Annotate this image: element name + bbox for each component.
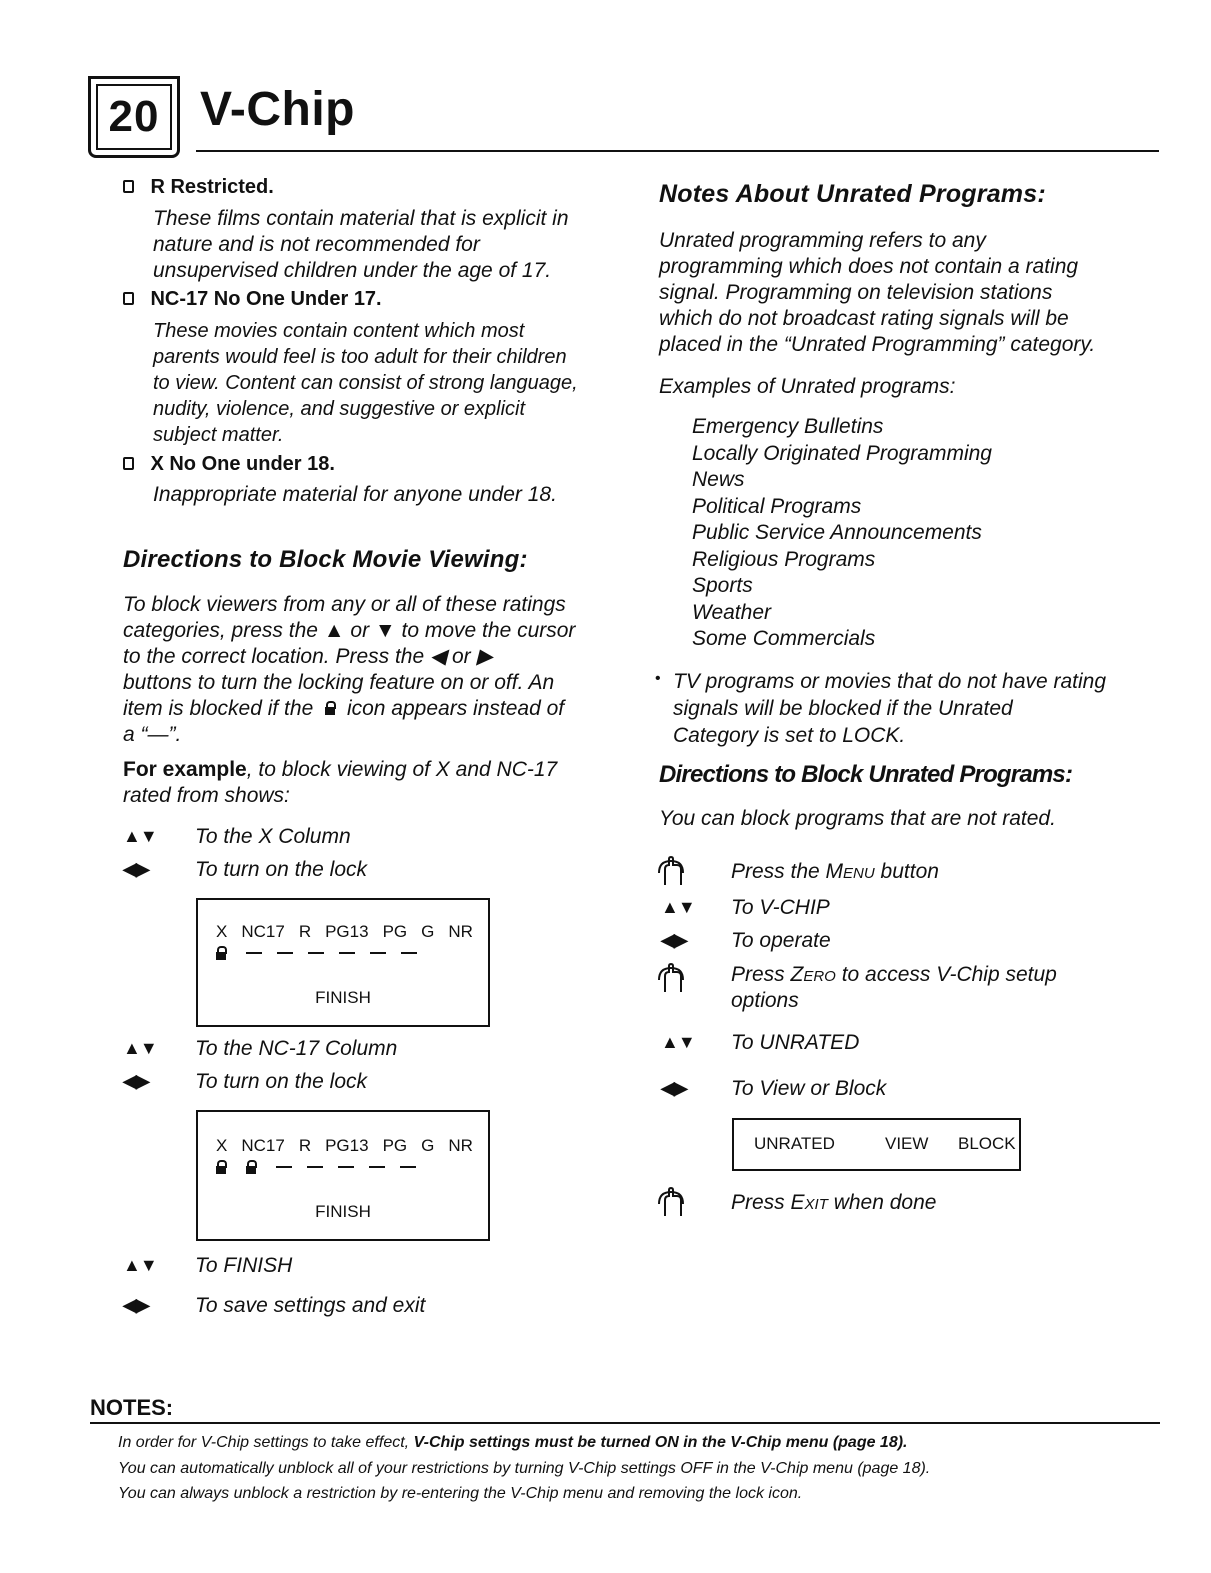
dash-icon [401,952,417,954]
title-rule [196,150,1159,152]
osd-rating: R [298,1136,312,1155]
text-line: categories, press the ▲ or ▼ to move the cursor [123,619,576,642]
osd-rating: G [421,1136,435,1155]
list-item: Locally Originated Programming [692,441,992,465]
notes-label: NOTES: [90,1395,174,1420]
text-fragment: to access V-Chip setup [835,963,1057,986]
lock-icon [246,1160,256,1174]
page-number: 20 [96,84,172,150]
text-line: Category is set to LOCK. [673,724,906,747]
osd-rating: G [421,922,435,941]
rating-description [153,482,557,508]
dash-icon [370,952,386,954]
rating-r [123,176,274,199]
step-text: To V-CHIP [731,896,830,919]
step-row [123,1294,426,1317]
text-fragment: Press [731,1191,791,1214]
page-number-box [88,76,180,158]
remote-hand-icon [657,962,685,994]
osd-screen-x-locked [196,898,490,1027]
text-line: nudity, violence, and suggestive or explicit [153,398,526,420]
osd-rating: PG [382,1136,408,1155]
dash-icon [308,952,324,954]
checkbox-bullet-icon [123,292,134,305]
osd-rating: X [216,1136,228,1155]
step-row [123,1254,293,1277]
rating-heading: NC-17 No One Under 17. [150,288,382,310]
button-name: Zero [790,963,836,986]
list-item: Weather [692,600,771,624]
checkbox-bullet-icon [123,457,134,470]
step-row [661,896,830,919]
step-row [657,855,939,892]
dash-icon [277,952,293,954]
list-item: Emergency Bulletins [692,415,884,438]
list-item: Religious Programs [692,547,876,571]
step-text: To the X Column [195,825,351,848]
osd-rating: PG13 [325,1136,369,1155]
osd-rating: NR [448,1136,473,1155]
step-row [661,929,831,952]
osd-rating-row [216,922,487,942]
dash-icon [307,1166,323,1168]
text-line: to view. Content can consist of strong language, [153,372,578,394]
example-text: , to block viewing of X and NC-17 [246,758,558,781]
remote-hand-icon [657,855,685,887]
step-row [123,1070,367,1093]
example-paragraph [123,757,557,809]
osd-rating: NC17 [241,1136,285,1155]
text-line: unsupervised children under the age of 17. [153,259,552,282]
list-item: News [692,468,745,491]
step-row [123,825,351,848]
button-name: Menu [825,860,875,883]
osd-lock-row [216,1160,430,1174]
text-fragment: Press [731,963,791,986]
left-right-arrows-icon: ◀▶ [123,859,149,879]
text-line: signals will be blocked if the Unrated [673,697,1013,720]
note-line: You can always unblock a restriction by re-entering the V-Chip menu and removing the lock icon. [118,1485,803,1502]
text-line: These films contain material that is explicit in [153,207,569,230]
step-row [661,1031,860,1054]
text-line: nature and is not recommended for [153,233,480,256]
step-row [123,1037,398,1060]
block-unrated-intro: You can block programs that are not rated. [659,807,1056,830]
osd-rating: NC17 [241,922,285,941]
step-text: To operate [731,929,831,952]
osd-lock-row [216,946,431,960]
dash-icon [400,1166,416,1168]
rating-description [153,206,569,284]
step-text: To turn on the lock [195,858,367,881]
osd-screen-nc17-locked [196,1110,490,1241]
lock-icon [216,1160,226,1174]
text-line: a “—”. [123,723,182,746]
osd-screen-unrated [732,1118,1021,1171]
dash-icon [276,1166,292,1168]
dash-icon [339,952,355,954]
up-down-arrows-icon: ▲▼ [661,897,695,917]
list-item: Public Service Announcements [692,521,982,544]
osd-rating: PG [382,922,408,941]
list-item: Political Programs [692,494,862,518]
text-fragment: button [874,860,939,883]
up-down-arrows-icon: ▲▼ [123,1038,157,1058]
osd-rating: R [298,922,312,941]
step-text: To UNRATED [731,1031,860,1054]
text-fragment: item is blocked if the [123,697,314,720]
text-line: programming which does not contain a rating [659,255,1079,278]
up-down-arrows-icon: ▲▼ [123,826,157,846]
dash-icon [338,1166,354,1168]
step-row [661,1077,887,1100]
rating-heading: X No One under 18. [150,453,335,475]
rating-x [123,453,335,476]
step-text: To FINISH [195,1254,293,1277]
block-instructions [123,592,575,748]
text-line: placed in the “Unrated Programming” category. [659,333,1096,356]
osd-option-view: VIEW [885,1134,929,1153]
step-text: To save settings and exit [195,1294,426,1317]
bullet-icon: • [655,670,661,687]
text-line: subject matter. [153,424,284,446]
note-line: You can automatically unblock all of your restrictions by turning V-Chip settings OFF in the V-Chip menu (page 18). [118,1460,931,1477]
example-bold: For example [123,758,247,781]
osd-rating-row [216,1136,487,1156]
dash-icon [369,1166,385,1168]
step-text: To the NC-17 Column [195,1037,398,1060]
osd-rating: X [216,922,228,941]
left-right-arrows-icon: ◀▶ [661,1078,687,1098]
step-text: To turn on the lock [195,1070,367,1093]
notes-rule [90,1422,1160,1424]
button-name: Exit [790,1191,828,1214]
osd-finish: FINISH [315,1202,371,1221]
note-line [118,1434,908,1452]
left-right-arrows-icon: ◀▶ [123,1295,149,1315]
up-down-arrows-icon: ▲▼ [123,1255,157,1275]
text-fragment: In order for V-Chip settings to take effect, [118,1434,414,1451]
text-line: Inappropriate material for anyone under 18. [153,483,557,506]
osd-finish: FINISH [315,988,371,1007]
text-fragment-bold: V-Chip settings must be turned ON in the V-Chip menu (page 18). [413,1434,908,1451]
text-line: These movies contain content which most [153,320,525,342]
osd-rating: NR [448,922,473,941]
step-text [731,859,939,885]
text-fragment: Press the [731,860,826,883]
examples-intro: Examples of Unrated programs: [659,375,956,398]
lock-icon [325,701,335,715]
section-title-unrated-notes: Notes About Unrated Programs: [659,180,1046,208]
osd-label: UNRATED [754,1134,835,1153]
step-row [657,1186,937,1223]
text-fragment: when done [827,1191,937,1214]
text-line: TV programs or movies that do not have rating [673,670,1107,693]
text-line: signal. Programming on television stations [659,281,1053,304]
step-text [731,1190,936,1216]
text-line: Unrated programming refers to any [659,229,986,252]
list-item: Some Commercials [692,627,876,650]
step-text: To View or Block [731,1077,887,1100]
osd-rating: PG13 [325,922,369,941]
checkbox-bullet-icon [123,180,134,193]
left-right-arrows-icon: ◀▶ [123,1071,149,1091]
lock-icon [216,946,226,960]
list-item: Sports [692,574,753,597]
up-down-arrows-icon: ▲▼ [661,1032,695,1052]
step-row [657,962,1057,1012]
text-line [123,696,575,722]
osd-option-block: BLOCK [958,1134,1016,1153]
rating-nc17 [123,288,382,311]
page-title: V-Chip [200,83,355,136]
step-row [123,858,367,881]
dash-icon [246,952,262,954]
section-title-block-movies: Directions to Block Movie Viewing: [123,546,528,573]
text-line: buttons to turn the locking feature on or off. An [123,671,555,694]
left-right-arrows-icon: ◀▶ [661,930,687,950]
example-text: rated from shows: [123,784,290,807]
text-line: which do not broadcast rating signals will be [659,307,1069,330]
remote-hand-icon [657,1186,685,1218]
text-line: To block viewers from any or all of these ratings [123,593,566,616]
rating-heading: R Restricted. [150,176,274,198]
step-text [731,962,1057,1014]
rating-description [153,318,578,448]
text-fragment: options [731,989,799,1012]
text-line: parents would feel is too adult for their children [153,346,567,368]
section-title-block-unrated: Directions to Block Unrated Programs: [659,761,1073,788]
text-line: to the correct location. Press the ◀ or ▶ [123,645,493,668]
unrated-notes-text [659,228,1095,358]
examples-list [692,414,992,653]
text-fragment: icon appears instead of [346,697,565,720]
